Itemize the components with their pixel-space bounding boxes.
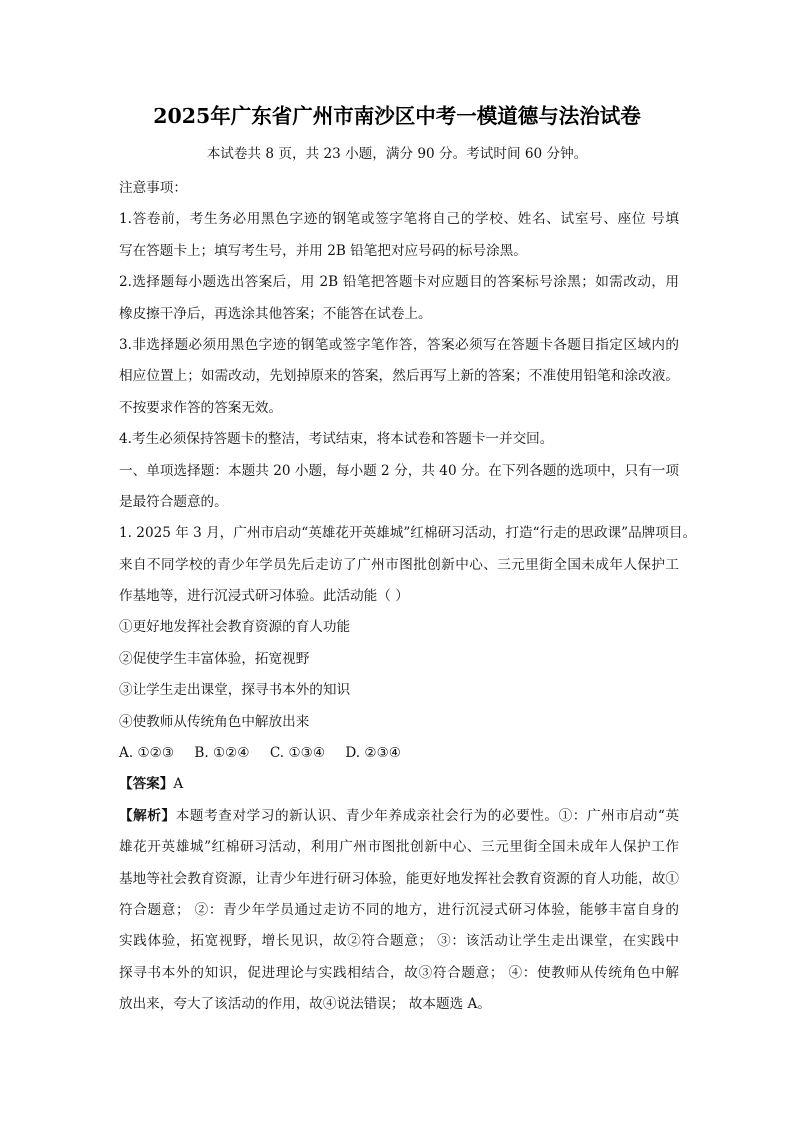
analysis-line-6: 探寻书本外的知识，促进理论与实践相结合，故③符合题意； ④：使教师从传统角色中解	[119, 964, 679, 981]
document-body	[119, 173, 697, 1021]
analysis-line-4: 符合题意； ②：青少年学员通过走访不同的地方，进行沉浸式研习体验，能够丰富自身的	[119, 901, 679, 918]
analysis-line-7: 放出来，夸大了该活动的作用，故④说法错误； 故本题选 A。	[119, 996, 491, 1013]
notice-item-1-line-2: 写在答题卡上；填写考生号，并用 2B 铅笔把对应号码的标号涂黑。	[119, 242, 527, 259]
notice-item-4-line-1: 4.考生必须保持答题卡的整洁，考试结束，将本试卷和答题卡一并交回。	[119, 431, 554, 448]
option-b: B. ①②④	[194, 745, 250, 762]
analysis-line-5: 实践体验，拓宽视野，增长见识，故②符合题意； ③：该活动让学生走出课堂，在实践中	[119, 933, 679, 950]
section-heading-line-1: 一、单项选择题：本题共 20 小题，每小题 2 分，共 40 分。在下列各题的选项中，只有一项	[119, 462, 679, 479]
question-1-stem-line-3: 作基地等，进行沉浸式研习体验。此活动能（ ）	[119, 588, 409, 605]
notice-item-2-line-1: 2.选择题每小题选出答案后，用 2B 铅笔把答题卡对应题目的答案标号涂黑；如需改动，用	[119, 274, 679, 291]
analysis-line-3: 基地等社会教育资源，让青少年进行研习体验，能更好地发挥社会教育资源的育人功能，故①	[119, 870, 679, 887]
notice-item-3-line-2: 相应位置上；如需改动，先划掉原来的答案，然后再写上新的答案；不准使用铅笔和涂改液。	[119, 368, 679, 385]
page-title: 2025年广东省广州市南沙区中考一模道德与法治试卷	[153, 104, 641, 128]
analysis-line-2: 雄花开英雄城”红棉研习活动，利用广州市图批创新中心、三元里街全国未成年人保护工作	[119, 839, 679, 856]
analysis-line-1	[119, 801, 679, 832]
analysis-label: 【解析】	[119, 807, 176, 824]
notice-item-1-line-1: 1.答卷前，考生务必用黑色字迹的钢笔或签字笔将自己的学校、姓名、试室号、座位 号填	[119, 211, 679, 228]
notice-item-2-line-2: 橡皮擦干净后，再选涂其他答案；不能答在试卷上。	[119, 305, 432, 322]
answer-options	[119, 738, 679, 769]
notice-item-3-line-1: 3.非选择题必须用黑色字迹的钢笔或签字笔作答，答案必须写在答题卡各题目指定区域内的	[119, 336, 679, 353]
section-heading-line-2: 是最符合题意的。	[119, 493, 228, 510]
analysis-text-1: 本题考查对学习的新认识、青少年养成亲社会行为的必要性。①：广州市启动“英	[175, 807, 680, 824]
statement-3: ③让学生走出课堂，探寻书本外的知识	[119, 682, 351, 699]
answer-value: A	[173, 776, 184, 793]
statement-1: ①更好地发挥社会教育资源的育人功能	[119, 619, 351, 636]
answer-line	[119, 769, 679, 800]
question-1-stem-line-2: 来自不同学校的青少年学员先后走访了广州市图批创新中心、三元里街全国未成年人保护工	[119, 556, 679, 573]
notice-heading: 注意事项：	[119, 180, 187, 196]
question-1-stem-line-1: 1. 2025 年 3 月，广州市启动“英雄花开英雄城”红棉研习活动，打造“行走的思政课”品牌项目。	[119, 525, 697, 542]
exam-info: 本试卷共 8 页，共 23 小题，满分 90 分。考试时间 60 分钟。	[206, 146, 588, 162]
notice-item-3-line-3: 不按要求作答的答案无效。	[119, 399, 283, 416]
statement-2: ②促使学生丰富体验，拓宽视野	[119, 650, 310, 667]
option-a: A. ①②③	[119, 745, 175, 762]
option-d: D. ②③④	[345, 745, 401, 762]
option-c: C. ①③④	[269, 745, 326, 762]
answer-label: 【答案】	[119, 776, 174, 793]
statement-4: ④使教师从传统角色中解放出来	[119, 713, 310, 730]
